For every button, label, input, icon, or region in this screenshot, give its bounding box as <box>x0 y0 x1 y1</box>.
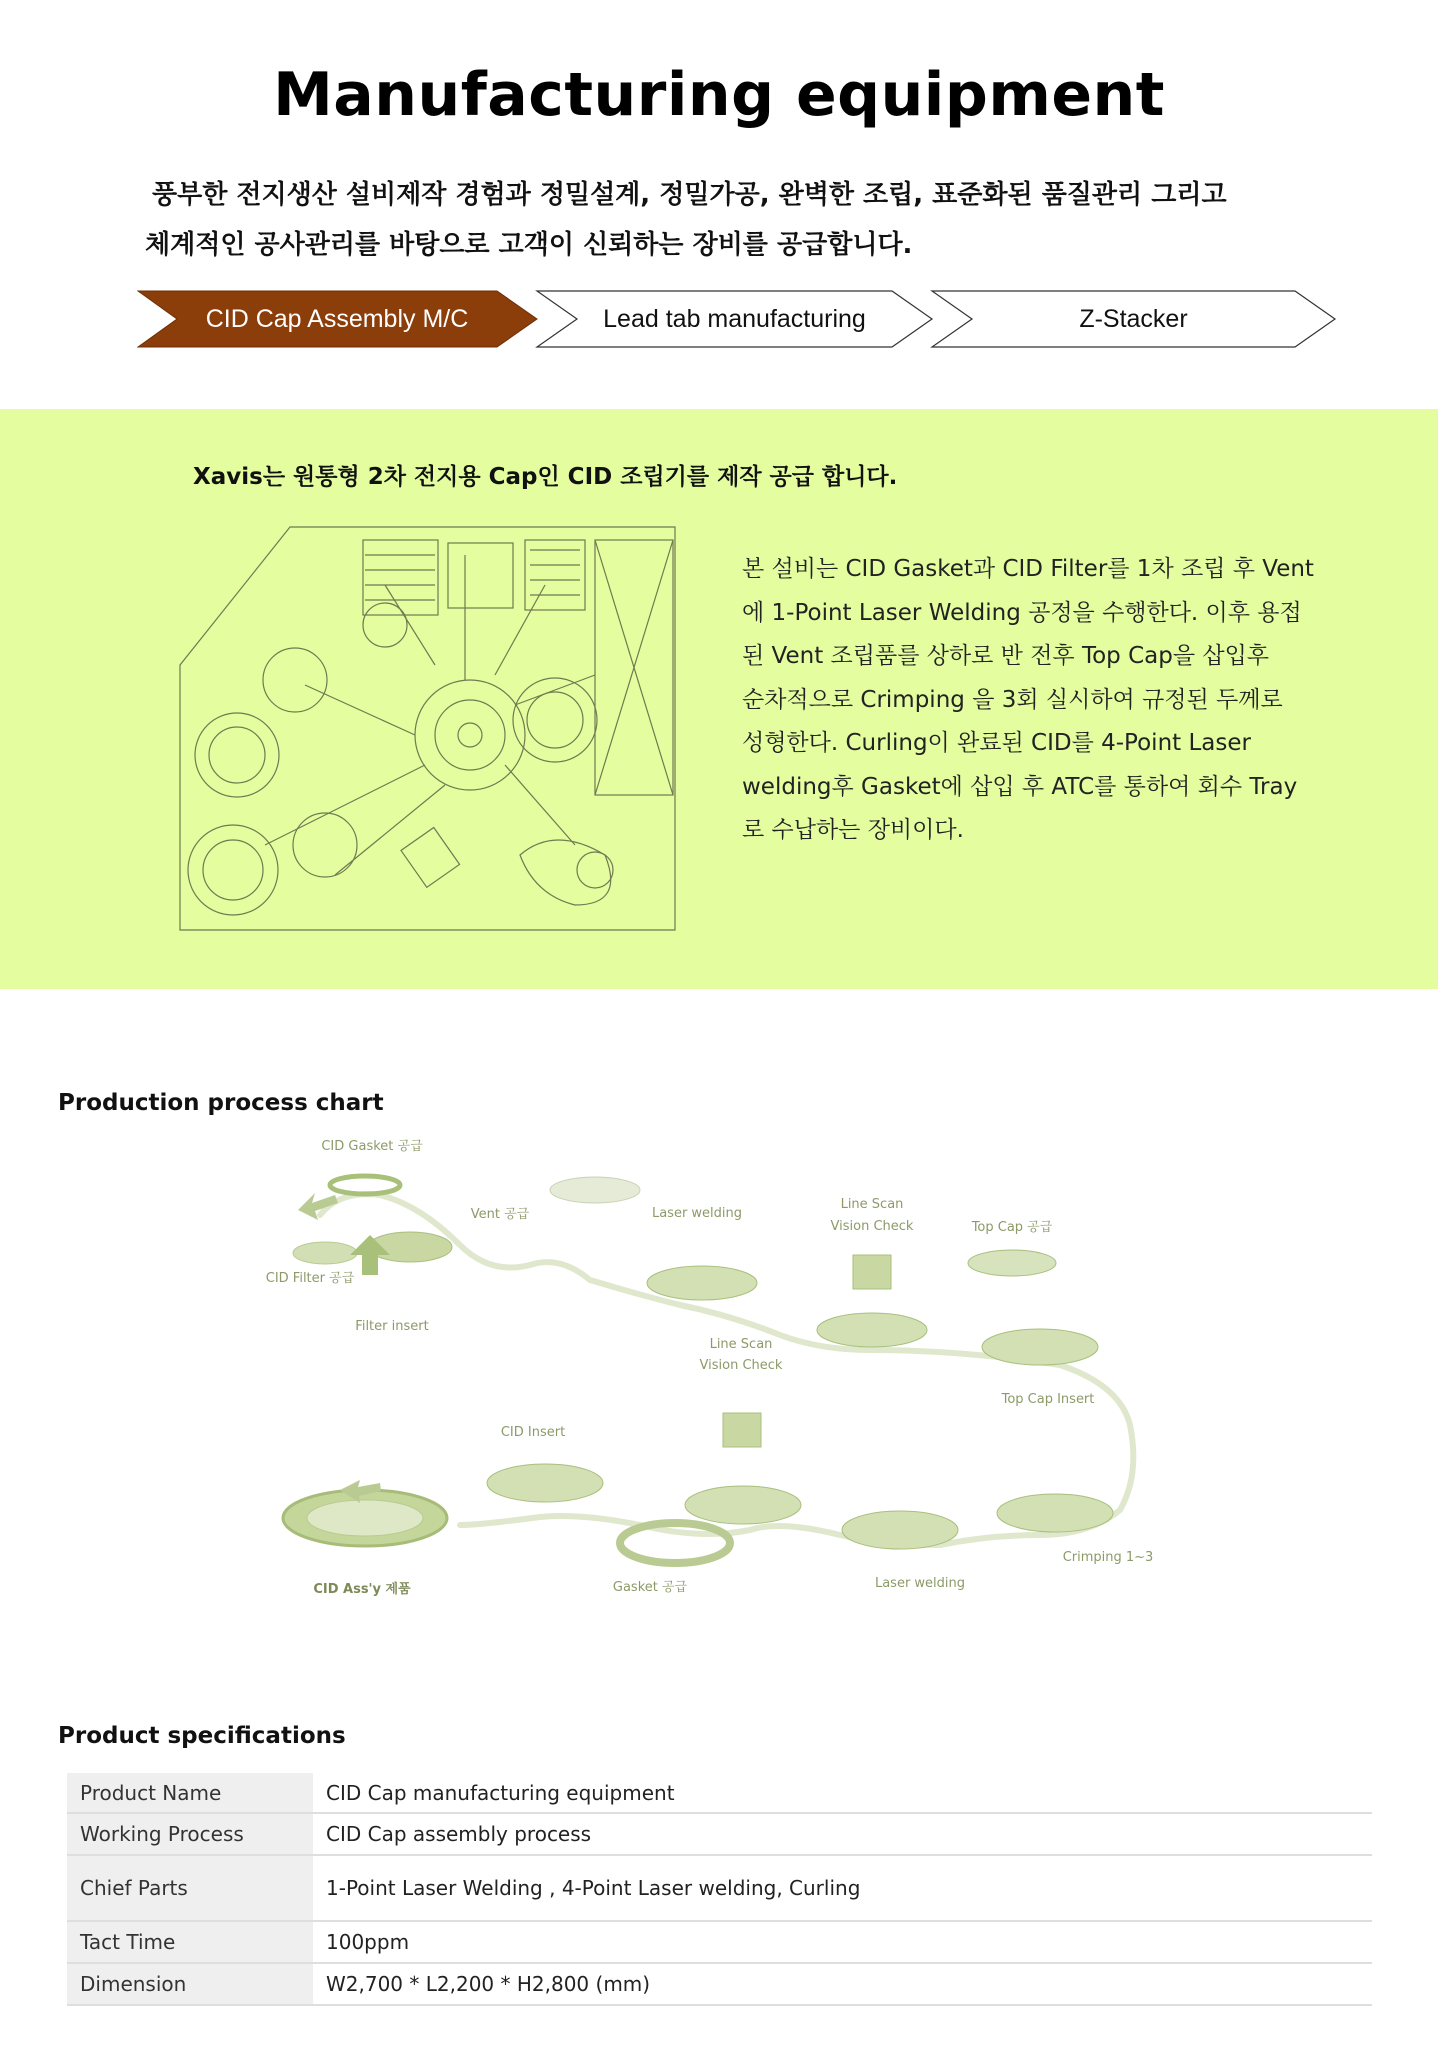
spec-value: W2,700 * L2,200 * H2,800 (mm) <box>313 1963 1372 2005</box>
top-cap-insert-part <box>982 1329 1098 1365</box>
specifications-title: Product specifications <box>58 1723 346 1749</box>
label-cid-gasket: CID Gasket 공급 <box>321 1139 423 1154</box>
top-cap-part <box>968 1250 1056 1276</box>
vision-camera-1 <box>853 1255 891 1289</box>
label-vent: Vent 공급 <box>470 1207 530 1222</box>
cid-filter-part <box>293 1242 357 1264</box>
tab-lead-tab[interactable]: Lead tab manufacturing <box>603 305 866 333</box>
process-diagram <box>260 1135 1180 1615</box>
label-crimping: Crimping 1~3 <box>1062 1550 1154 1565</box>
vision-check-part-2 <box>685 1486 801 1524</box>
table-row <box>67 1855 1372 1921</box>
spec-value: 1-Point Laser Welding , 4-Point Laser welding, Curling <box>313 1855 1372 1921</box>
spec-value: CID Cap assembly process <box>313 1813 1372 1855</box>
label-top-cap-insert: Top Cap Insert <box>1001 1392 1095 1407</box>
spec-label: Product Name <box>67 1773 313 1813</box>
label-vision-check-1: Vision Check <box>830 1219 914 1234</box>
spec-label: Tact Time <box>67 1921 313 1963</box>
label-vision-check-2: Vision Check <box>699 1358 783 1373</box>
specifications-table <box>67 1773 1372 2006</box>
page-title: Manufacturing equipment <box>273 60 1165 130</box>
overview-description <box>742 548 1342 853</box>
spec-value: 100ppm <box>313 1921 1372 1963</box>
vision-check-part-1 <box>817 1313 927 1347</box>
description-line: welding후 Gasket에 삽입 후 ATC를 통하여 회수 Tray <box>742 773 1298 800</box>
description-line: 본 설비는 CID Gasket과 CID Filter를 1차 조립 후 Vent <box>742 556 1314 582</box>
equipment-layout-drawing <box>175 525 680 935</box>
description-line: 로 수납하는 장비이다. <box>742 817 964 843</box>
table-row <box>67 1813 1372 1855</box>
label-top-cap: Top Cap 공급 <box>971 1220 1053 1235</box>
vent-part <box>550 1177 640 1203</box>
intro-line-2: 체계적인 공사관리를 바탕으로 고객이 신뢰하는 장비를 공급합니다. <box>145 230 913 260</box>
label-cid-assy: CID Ass'y 제품 <box>313 1582 411 1597</box>
description-line: 순차적으로 Crimping 을 3회 실시하여 규정된 두께로 <box>742 686 1283 713</box>
tab-cid-cap[interactable]: CID Cap Assembly M/C <box>205 305 469 333</box>
laser-welding-part-2 <box>842 1511 958 1549</box>
label-laser-welding-1: Laser welding <box>651 1206 743 1221</box>
label-cid-insert: CID Insert <box>500 1425 566 1440</box>
description-line: 에 1-Point Laser Welding 공정을 수행한다. 이후 용접 <box>742 599 1302 626</box>
layout-outline <box>180 527 675 930</box>
label-filter-insert: Filter insert <box>355 1319 429 1334</box>
cid-insert-part <box>487 1464 603 1502</box>
equipment-tabs <box>137 290 1337 348</box>
intro-line-1: 풍부한 전지생산 설비제작 경험과 정밀설계, 정밀가공, 완벽한 조립, 표준화된 품질관리 그리고 <box>152 180 1227 210</box>
vision-camera-2 <box>723 1413 761 1447</box>
process-chart-title: Production process chart <box>58 1090 384 1116</box>
table-row <box>67 1921 1372 1963</box>
label-line-scan-1: Line Scan <box>840 1197 904 1212</box>
label-gasket: Gasket 공급 <box>612 1580 688 1595</box>
crimping-part <box>997 1494 1113 1532</box>
label-line-scan-2: Line Scan <box>709 1337 773 1352</box>
spec-label: Working Process <box>67 1813 313 1855</box>
description-line: 된 Vent 조립품를 상하로 반 전후 Top Cap을 삽입후 <box>742 643 1270 669</box>
spec-label: Chief Parts <box>67 1855 313 1921</box>
overview-heading: Xavis는 원통형 2차 전지용 Cap인 CID 조립기를 제작 공급 합니다. <box>193 464 898 490</box>
laser-welding-part-1 <box>647 1266 757 1300</box>
table-row <box>67 1963 1372 2005</box>
spec-label: Dimension <box>67 1963 313 2005</box>
table-row <box>67 1773 1372 1813</box>
description-line: 성형한다. Curling이 완료된 CID를 4-Point Laser <box>742 730 1251 756</box>
spec-value: CID Cap manufacturing equipment <box>313 1773 1372 1813</box>
label-cid-filter: CID Filter 공급 <box>265 1271 355 1286</box>
tab-z-stacker[interactable]: Z-Stacker <box>1079 305 1188 333</box>
label-laser-welding-2: Laser welding <box>874 1576 966 1591</box>
